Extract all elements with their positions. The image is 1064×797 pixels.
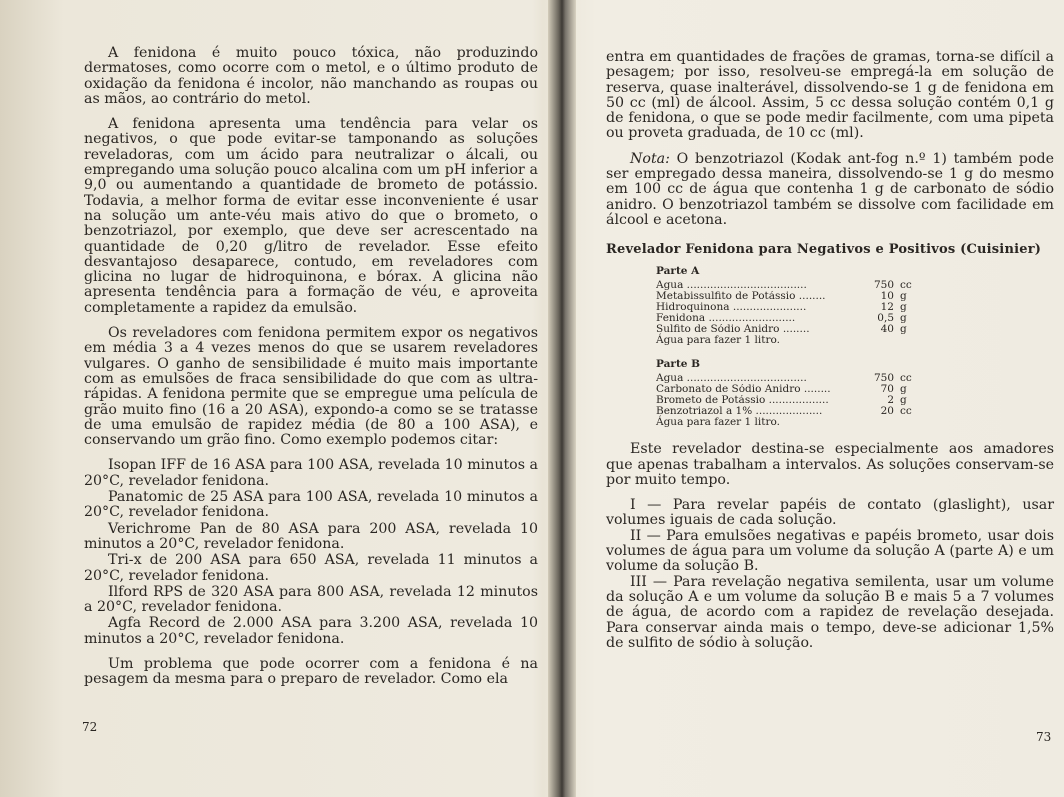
ingredient-name: Carbonato de Sódio Anidro ........	[656, 384, 831, 396]
paragraph: Os reveladores com fenidona permitem expor os negativos em média 3 a 4 vezes menos do que se usarem reveladores vulgares. O ganho de sensibilidade é muito mais importante com as emulsões de fraca sensibilidade do que com as ultra-rápidas. A fenidona permite que se empregue uma película de grão muito fino (16 a 20 ASA), expondo-a como se se tratasse de uma emulsão de rapidez média (de 80 a 100 ASA), e conservando um grão fino. Como exemplo podemos citar:	[84, 325, 538, 449]
paragraph: A fenidona apresenta uma tendência para velar os negativos, o que pode evitar-se tamponando as soluções reveladoras, com um ácido para neutralizar o álcali, ou empregando uma solução pouco alcalina com um pH inferior a 9,0 ou aumentando a quantidade de brometo de potássio. Todavia, a melhor forma de evitar esse inconveniente é usar na solução um ante-véu mais ativo do que o brometo, o benzotriazol, por exemplo, que deve ser acrescentado na quantidade de 0,20 g/litro de revelador. Esse efeito desvantajoso desaparece, contudo, em reveladores com glicina no lugar de hidroquinona, e bórax. A glicina não apresenta tendência para a formação de véu, e aproveita completamente a rapidez da emulsão.	[84, 116, 538, 316]
note-paragraph	[606, 152, 1054, 228]
part-b-final: Água para fazer 1 litro.	[656, 416, 780, 429]
ingredient-unit: g	[900, 290, 907, 303]
ingredient-quantity: 750	[873, 279, 894, 292]
part-a-final: Água para fazer 1 litro.	[656, 334, 780, 347]
instruction-item: II — Para emulsões negativas e papéis brometo, usar dois volumes de água para um volume da solução A (parte A) e um volume da solução B.	[606, 527, 1054, 575]
ingredient-unit: cc	[900, 279, 912, 292]
ingredient-name: Fenidona ..........................	[656, 313, 796, 325]
left-text-column	[84, 46, 538, 688]
instruction-item: III — Para revelação negativa semilenta, usar um volume da solução A e um volume da solução B e mais 5 a 7 volumes de água, de acordo com a rapidez de revelação desejada. Para conservar ainda mais o tempo, deve-se adicionar 1,5% de sulfito de sódio à solução.	[606, 573, 1054, 651]
paragraph: Um problema que pode ocorrer com a fenidona é na pesagem da mesma para o preparo de revelador. Como ela	[84, 655, 538, 688]
ingredient-name: Água ....................................	[656, 373, 807, 385]
formula-title: Revelador Fenidona para Negativos e Positivos (Cuisinier)	[606, 242, 1042, 258]
right-page	[566, 0, 1064, 797]
part-a-table	[656, 280, 920, 335]
ingredient-unit: g	[900, 383, 907, 396]
note-text: O benzotriazol (Kodak ant-fog n.º 1) também pode ser empregado dessa maneira, dissolvendo-se 1 g do mesmo em 100 cc de água que contenha 1 g de carbonato de sódio anidro. O benzotriazol também se dissolve com facilidade em álcool e acetona.	[606, 150, 1054, 228]
ingredient-quantity: 2	[887, 394, 894, 407]
example-item: Verichrome Pan de 80 ASA para 200 ASA, revelada 10 minutos a 20°C, revelador fenidona.	[84, 520, 538, 552]
right-text-column	[606, 50, 1054, 651]
part-a-title: Parte A	[656, 265, 700, 278]
ingredient-name: Hidroquinona ......................	[656, 302, 807, 314]
page-number: 72	[82, 720, 98, 734]
ingredient-name: Brometo de Potássio ..................	[656, 395, 829, 407]
ingredient-unit: g	[900, 394, 907, 407]
ingredient-quantity: 40	[880, 323, 894, 336]
note-label: Nota:	[630, 150, 670, 167]
ingredient-quantity: 70	[880, 383, 894, 396]
ingredient-row	[656, 384, 920, 395]
ingredient-unit: cc	[900, 405, 912, 418]
example-item: Panatomic de 25 ASA para 100 ASA, revelada 10 minutos a 20°C, revelador fenidona.	[84, 489, 538, 521]
ingredient-name: Benzotriazol a 1% ....................	[656, 406, 823, 418]
instruction-item: I — Para revelar papéis de contato (glaslight), usar volumes iguais de cada solução.	[606, 497, 1054, 529]
ingredient-quantity: 0,5	[877, 312, 894, 325]
paragraph: Este revelador destina-se especialmente aos amadores que apenas trabalham a intervalos. As soluções conservam-se por muito tempo.	[606, 441, 1054, 488]
ingredient-unit: cc	[900, 372, 912, 385]
ingredient-name: Água ....................................	[656, 280, 807, 292]
ingredient-unit: g	[900, 312, 907, 325]
example-item: Tri-x de 200 ASA para 650 ASA, revelada 11 minutos a 20°C, revelador fenidona.	[84, 552, 538, 584]
part-b-table	[656, 373, 920, 417]
ingredient-quantity: 10	[880, 290, 894, 303]
paragraph: entra em quantidades de frações de gramas, torna-se difícil a pesagem; por isso, resolveu-se empregá-la em solução de reserva, quase inalterável, dissolvendo-se 1 g de fenidona em 50 cc (ml) de álcool. Assim, 5 cc dessa solução contém 0,1 g de fenidona, o que se pode medir facilmente, com uma pipeta ou proveta graduada, de 10 cc (ml).	[606, 49, 1054, 142]
ingredient-name: Sulfito de Sódio Anidro ........	[656, 324, 810, 336]
ingredient-quantity: 750	[873, 372, 894, 385]
ingredient-quantity: 20	[880, 405, 894, 418]
example-item: Ilford RPS de 320 ASA para 800 ASA, revelada 12 minutos a 20°C, revelador fenidona.	[84, 583, 538, 616]
example-item: Agfa Record de 2.000 ASA para 3.200 ASA, revelada 10 minutos a 20°C, revelador fenidona.	[84, 615, 538, 647]
paragraph: A fenidona é muito pouco tóxica, não produzindo dermatoses, como ocorre com o metol, e o último produto de oxidação da fenidona é incolor, não manchando as roupas ou as mãos, ao contrário do metol.	[84, 45, 538, 107]
ingredient-unit: g	[900, 323, 907, 336]
page-number: 73	[1036, 730, 1052, 744]
part-b-title: Parte B	[656, 358, 701, 371]
ingredient-quantity: 12	[880, 301, 894, 314]
ingredient-unit: g	[900, 301, 907, 314]
ingredient-name: Metabissulfito de Potássio ........	[656, 291, 826, 303]
example-item: Isopan IFF de 16 ASA para 100 ASA, revelada 10 minutos a 20°C, revelador fenidona.	[84, 457, 538, 489]
